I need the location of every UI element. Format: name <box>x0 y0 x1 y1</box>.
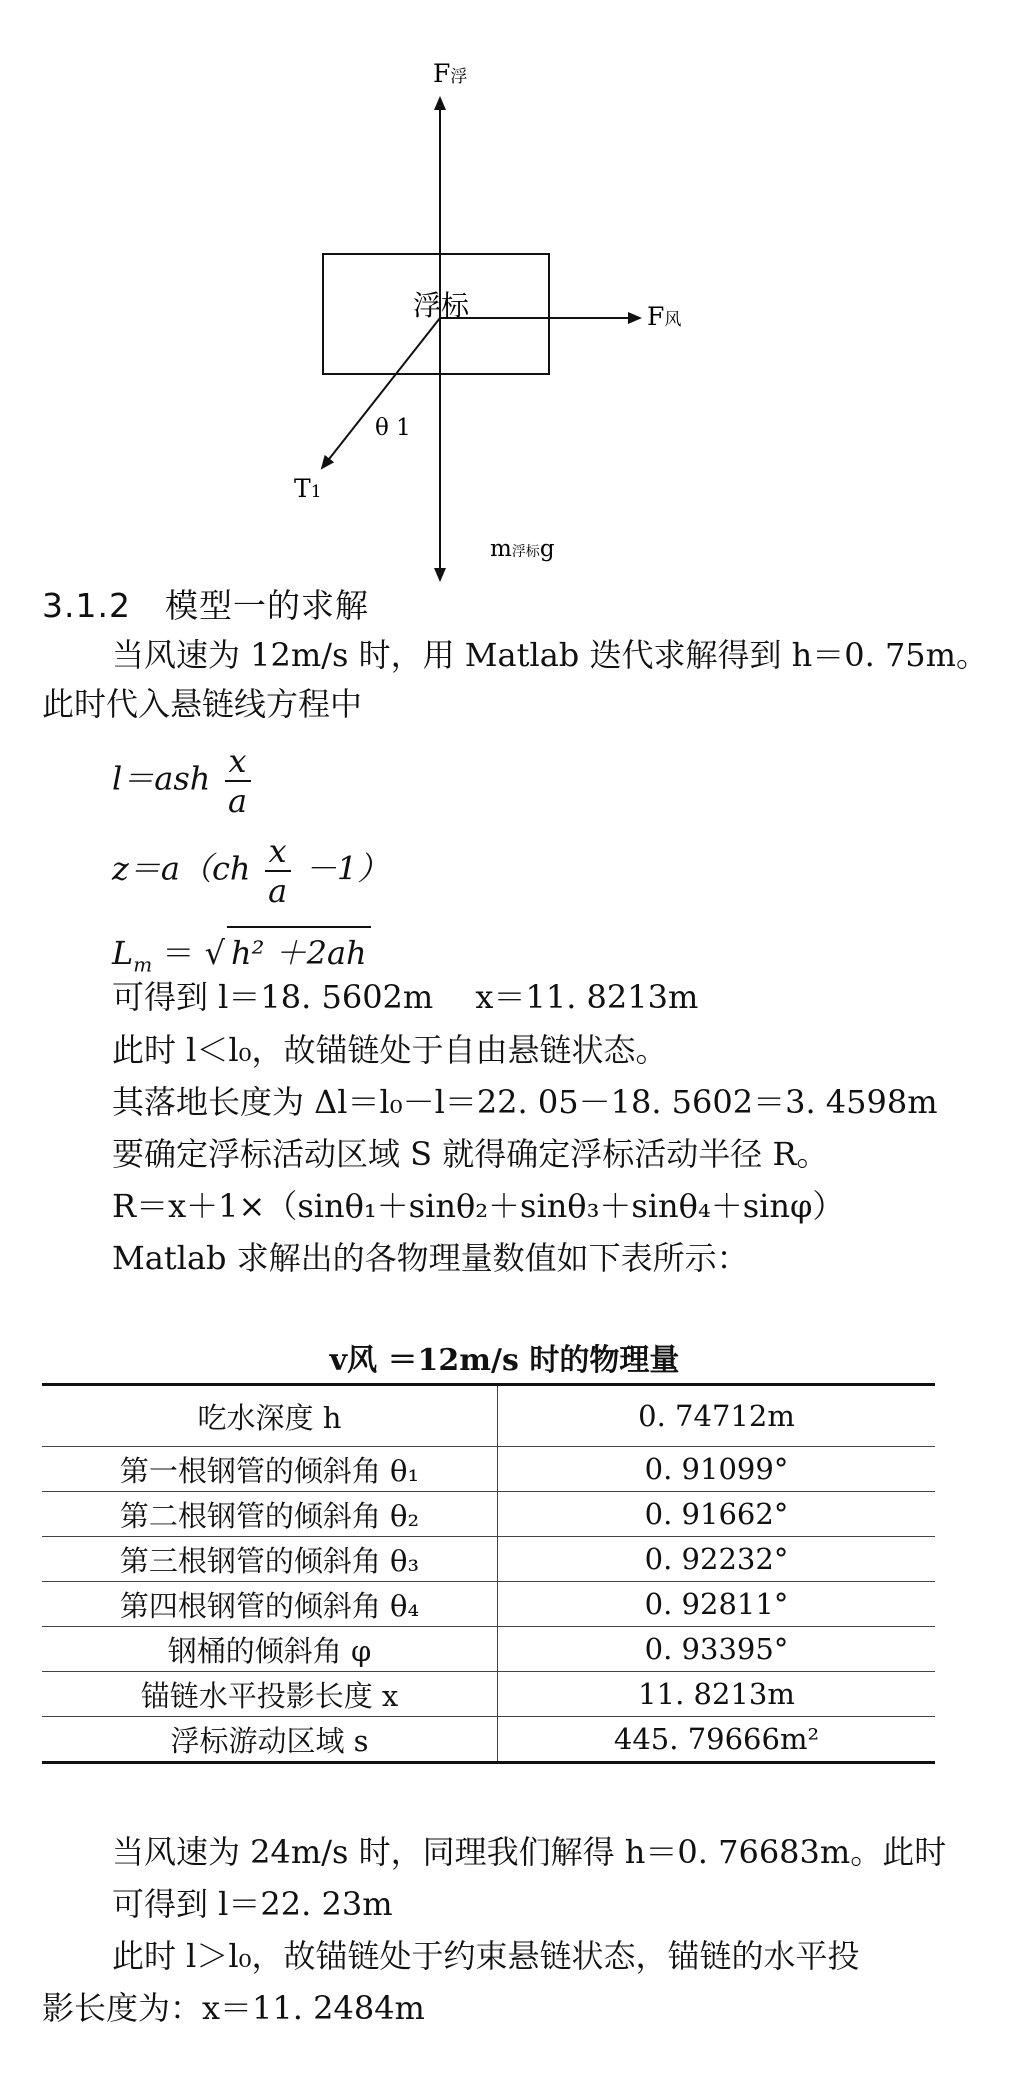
quantity-value: 0. 91099° <box>498 1447 936 1492</box>
equation-lm: $L_m$ ＝ √ h² ＋2ah <box>112 926 371 976</box>
result-line: 此时 l＜l₀，故锚链处于自由悬链状态。 <box>112 1031 668 1069</box>
quantity-value: 0. 93395° <box>498 1627 936 1672</box>
table-row <box>42 1627 935 1672</box>
paragraph-line: 当风速为 12m/s 时，用 Matlab 迭代求解得到 h＝0. 75m。 <box>112 636 989 674</box>
quantity-label: 第一根钢管的倾斜角 θ₁ <box>42 1447 498 1492</box>
table-row <box>42 1385 935 1447</box>
quantity-label: 浮标游动区域 s <box>42 1717 498 1763</box>
paragraph-line: 当风速为 24m/s 时，同理我们解得 h＝0. 76683m。此时 <box>112 1833 947 1871</box>
table-title: v风 ＝12m/s 时的物理量 <box>329 1343 680 1378</box>
tension-arrow <box>322 318 440 468</box>
quantity-value: 0. 92232° <box>498 1537 936 1582</box>
quantity-label: 锚链水平投影长度 x <box>42 1672 498 1717</box>
table-row <box>42 1492 935 1537</box>
quantity-label: 吃水深度 h <box>42 1385 498 1447</box>
section-heading: 3.1.2 模型一的求解 <box>42 586 369 625</box>
tension-label: T1 <box>294 474 322 503</box>
quantity-value: 445. 79666m² <box>498 1717 936 1763</box>
quantity-value: 0. 74712m <box>498 1385 936 1447</box>
result-line: 要确定浮标活动区域 S 就得确定浮标活动半径 R。 <box>112 1135 829 1173</box>
buoy-label: 浮标 <box>413 289 470 322</box>
table-row <box>42 1582 935 1627</box>
quantity-value: 0. 91662° <box>498 1492 936 1537</box>
quantity-value: 0. 92811° <box>498 1582 936 1627</box>
result-line: Matlab 求解出的各物理量数值如下表所示： <box>112 1239 749 1277</box>
equation-catenary-length: l＝ash $\frac{x}{a}$ <box>112 742 255 820</box>
equation-catenary-height: z＝a（ch $\frac{x}{a}$ －1） <box>112 832 390 910</box>
quantity-label: 第二根钢管的倾斜角 θ₂ <box>42 1492 498 1537</box>
paragraph-line: 影长度为：x＝11. 2484m <box>42 1989 425 2027</box>
quantity-label: 钢桶的倾斜角 φ <box>42 1627 498 1672</box>
buoyancy-label: F浮 <box>433 59 468 88</box>
physical-quantities-table <box>42 1383 935 1764</box>
result-line: R＝x＋1×（sinθ₁＋sinθ₂＋sinθ₃＋sinθ₄＋sinφ） <box>112 1187 845 1225</box>
paragraph-line: 可得到 l＝22. 23m <box>112 1885 393 1923</box>
table-row <box>42 1672 935 1717</box>
table-row <box>42 1717 935 1763</box>
result-line: 可得到 l＝18. 5602m x＝11. 8213m <box>112 978 699 1016</box>
quantity-label: 第三根钢管的倾斜角 θ₃ <box>42 1537 498 1582</box>
paragraph-line: 此时代入悬链线方程中 <box>42 685 363 723</box>
table-row <box>42 1537 935 1582</box>
result-line: 其落地长度为 Δl＝l₀－l＝22. 05－18. 5602＝3. 4598m <box>112 1083 938 1121</box>
wind-force-label: F风 <box>647 302 682 331</box>
angle-label: θ 1 <box>375 415 411 441</box>
force-diagram <box>0 0 1009 590</box>
weight-label: m浮标g <box>490 536 555 562</box>
paragraph-line: 此时 l＞l₀，故锚链处于约束悬链状态，锚链的水平投 <box>112 1937 860 1975</box>
quantity-value: 11. 8213m <box>498 1672 936 1717</box>
table-row <box>42 1447 935 1492</box>
quantity-label: 第四根钢管的倾斜角 θ₄ <box>42 1582 498 1627</box>
